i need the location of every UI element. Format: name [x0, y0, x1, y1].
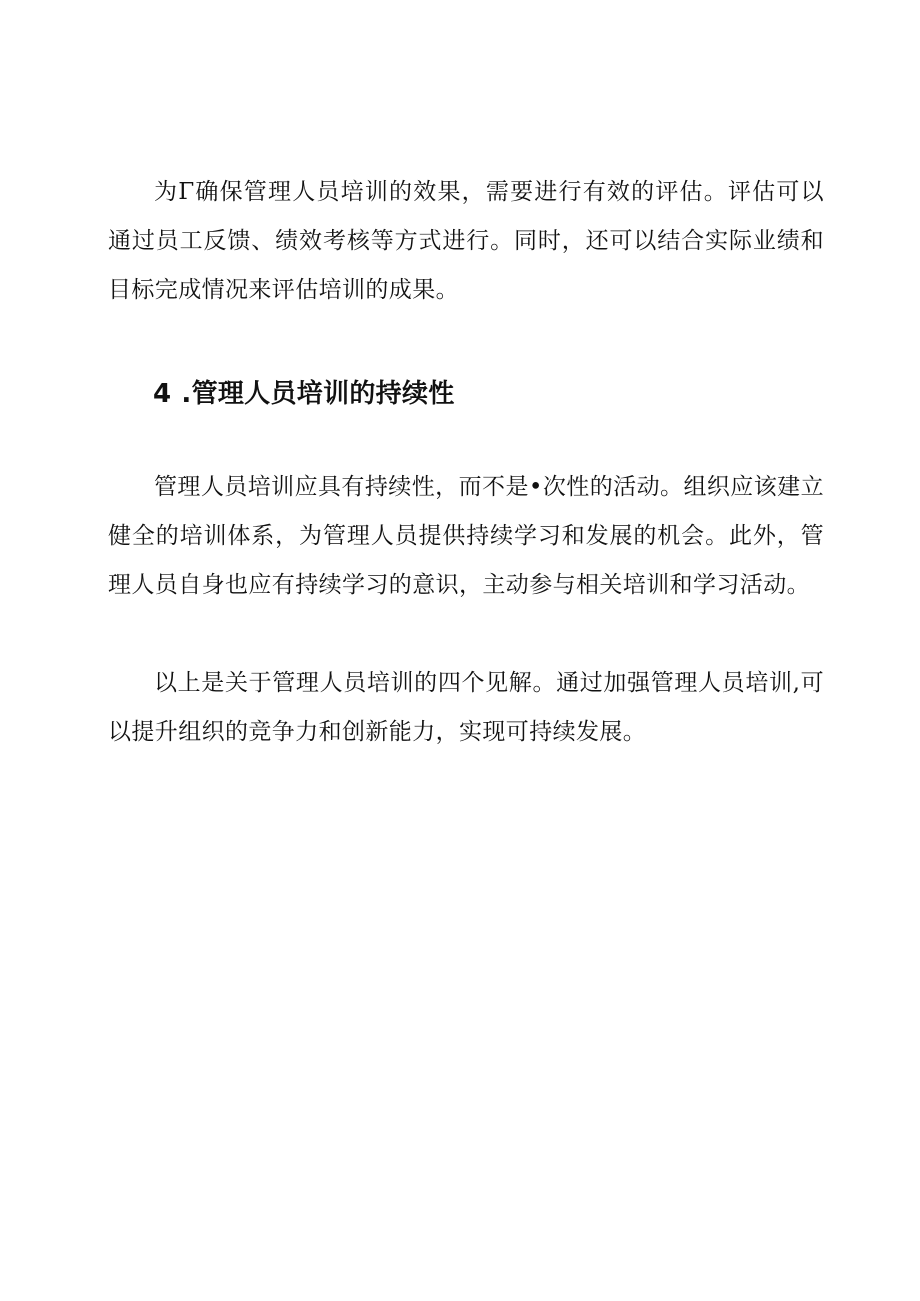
paragraph-training-evaluation: 为Γ确保管理人员培训的效果，需要进行有效的评估。评估可以通过员工反馈、绩效考核等方式进行。同时，还可以结合实际业绩和目标完成情况来评估培训的成果。: [108, 179, 824, 303]
section-heading: [153, 374, 455, 414]
paragraph-conclusion: 以上是关于管理人员培训的四个见解。通过加强管理人员培训,可以提升组织的竞争力和创新能力，实现可持续发展。: [108, 670, 824, 745]
paragraph-training-continuity: 管理人员培训应具有持续性，而不是•次性的活动。组织应该建立健全的培训体系，为管理人员提供持续学习和发展的机会。此外，管理人员自身也应有持续学习的意识，主动参与相关培训和学习活动。: [108, 474, 824, 598]
section-title: .管理人员培训的持续性: [181, 379, 455, 409]
section-number: 4: [153, 379, 172, 409]
